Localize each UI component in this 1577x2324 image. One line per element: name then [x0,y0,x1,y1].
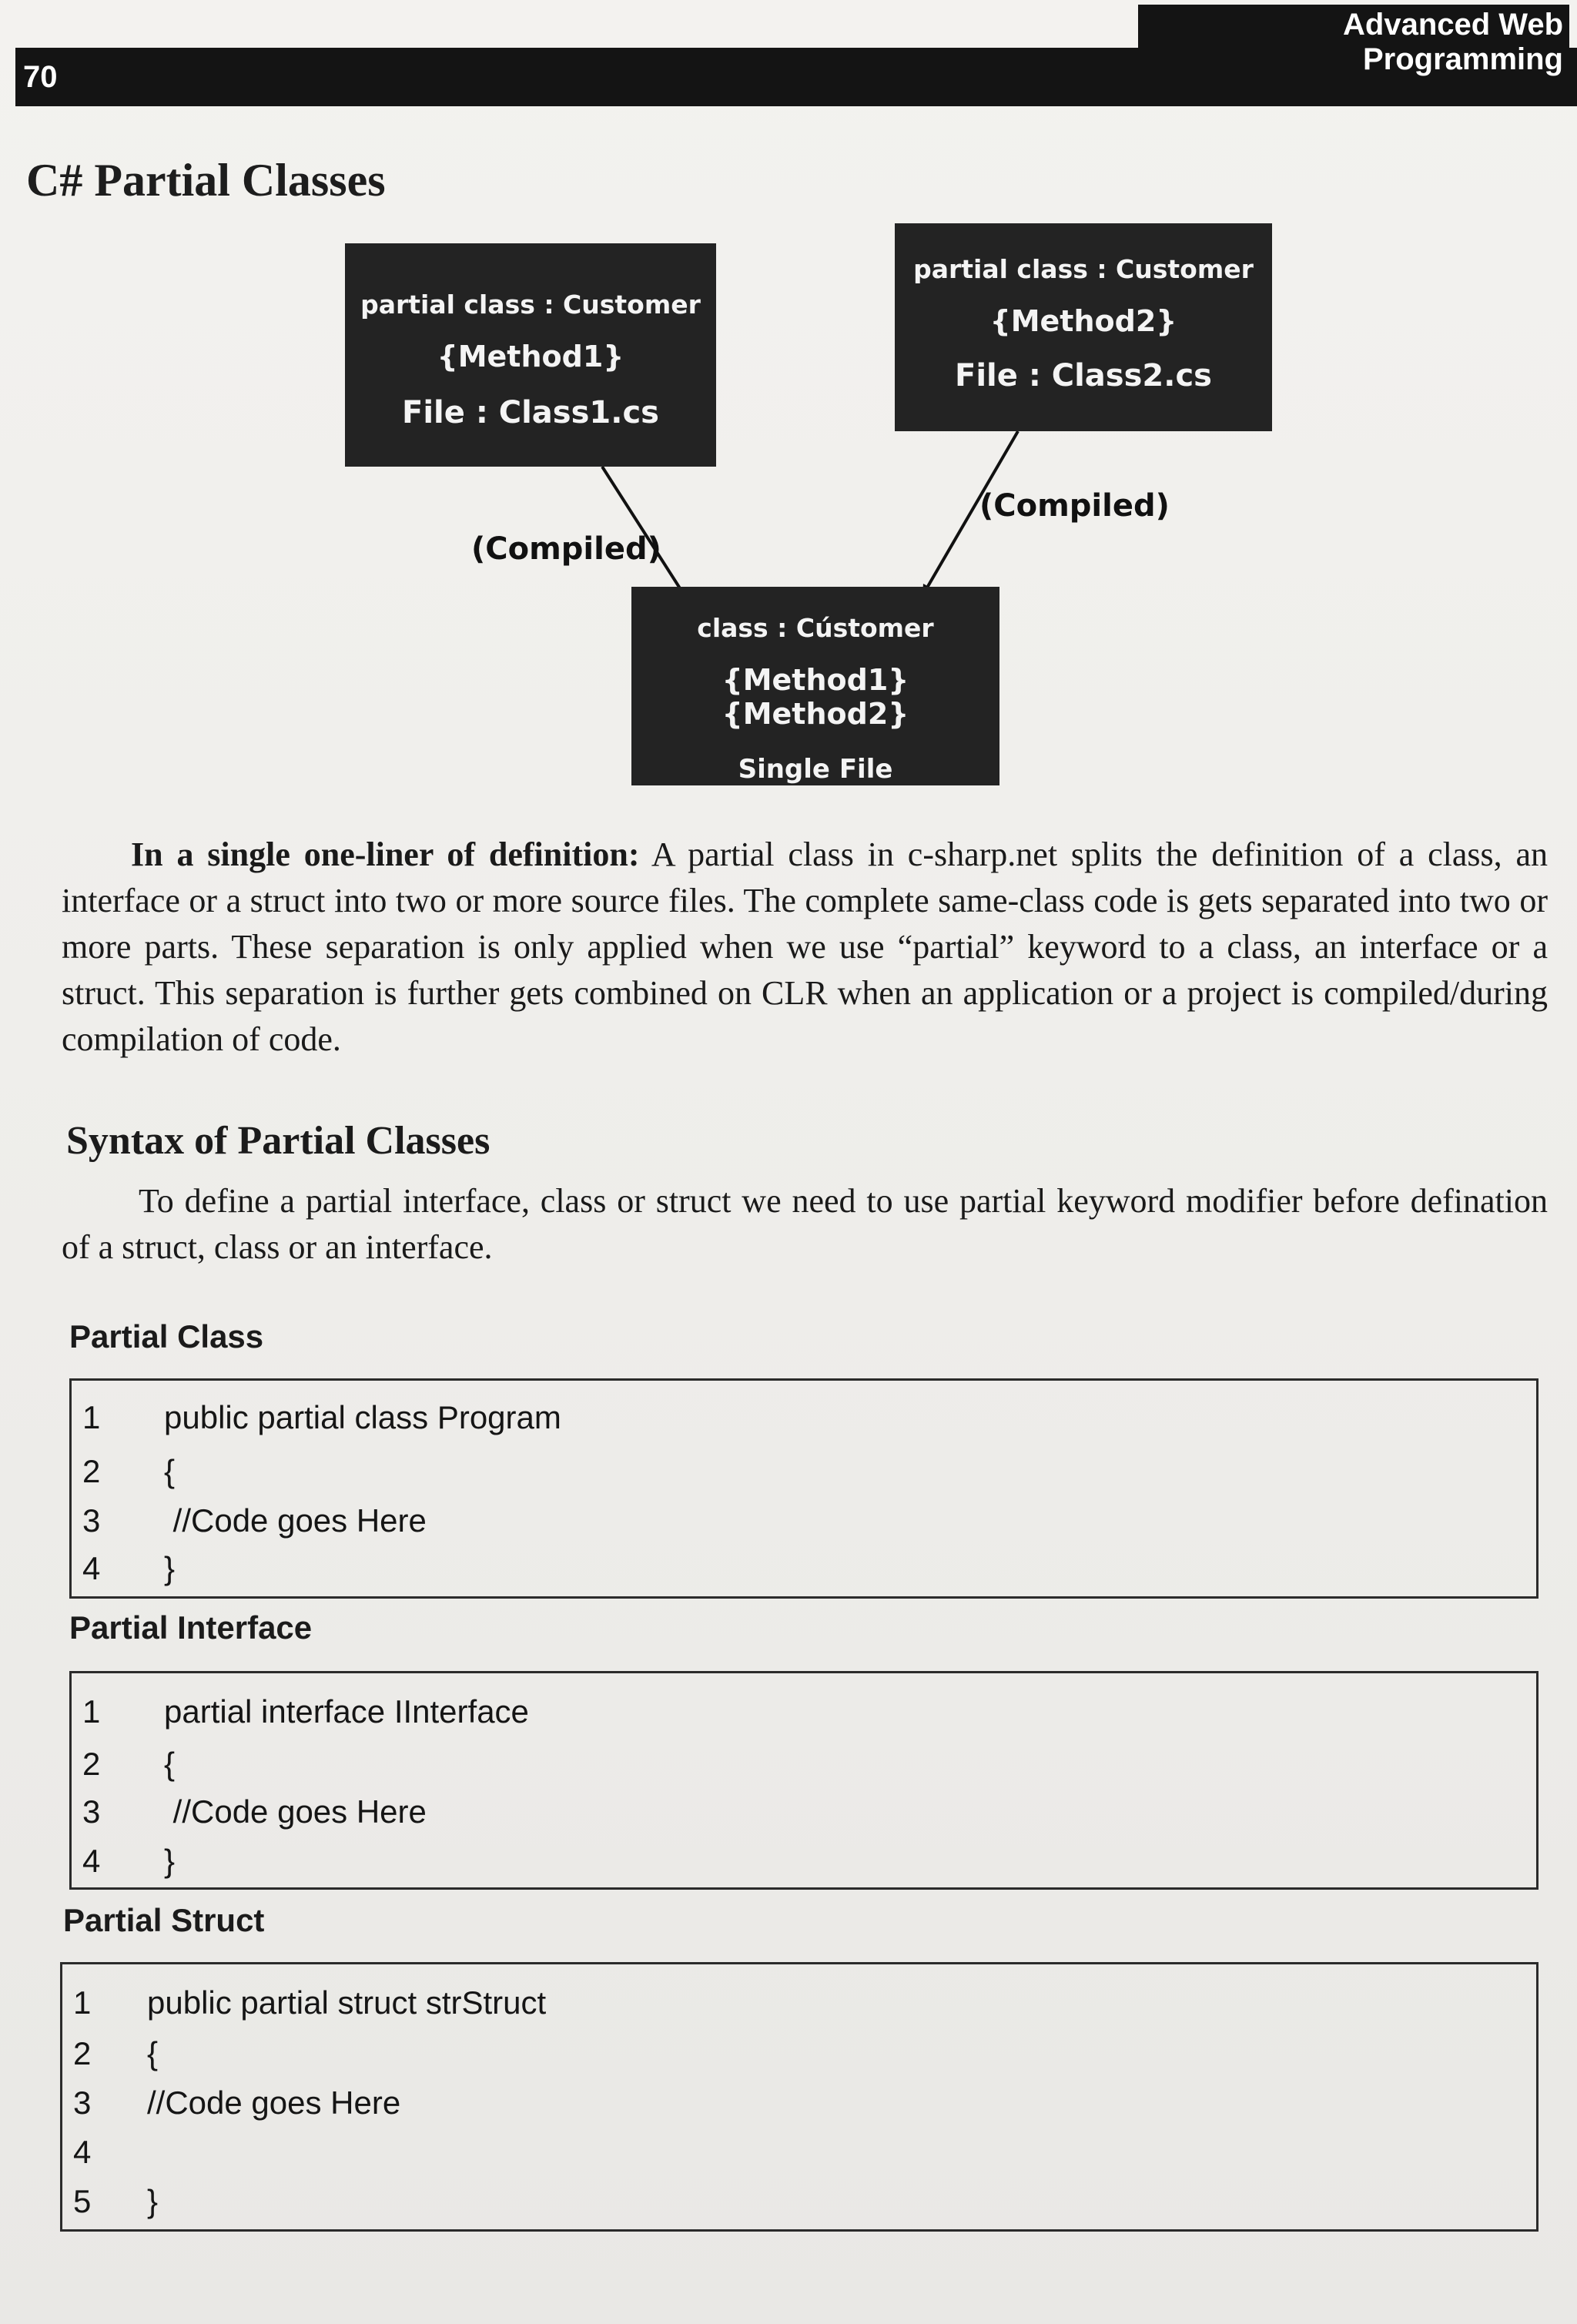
code-text: } [164,1550,176,1586]
partial-interface-code [69,1671,1538,1890]
compiled-label-left: (Compiled) [471,531,661,567]
code-line [72,1689,1536,1735]
combined-class-box [631,587,999,785]
partial-struct-code [60,1962,1538,2232]
line-number: 2 [82,1453,101,1489]
syntax-intro: To define a partial interface, class or struct we need to use partial keyword modifier before defination of a struct, class or an interface. [62,1182,1548,1266]
line-number: 5 [73,2183,92,2219]
definition-text: A partial class in c-sharp.net splits the definition of a class, an interface or a struct into two or more source files. The complete same-class code is gets separated into two or more parts. These separation is only applied when we use “partial” keyword to a class, an interface or a struct. This separation is further gets combined on CLR when an application or a project is compiled/during compilation of code. [62,836,1548,1058]
line-number: 1 [82,1693,101,1730]
page-number: 70 [23,60,58,94]
code-line [62,2031,1536,2077]
combined-methods: {Method1} {Method2} [722,663,909,731]
code-text: //Code goes Here [164,1502,427,1539]
box-2-title: partial class : Customer [913,254,1254,284]
box-2-file: File : Class2.cs [955,358,1212,393]
partial-class-diagram [0,223,1577,809]
code-line [62,2178,1536,2225]
combined-file: Single File [738,754,893,785]
box-1-file: File : Class1.cs [402,395,659,430]
syntax-heading: Syntax of Partial Classes [66,1119,491,1163]
code-line [62,2129,1536,2175]
partial-interface-label: Partial Interface [69,1609,313,1646]
code-line [62,2080,1536,2126]
partial-class-box-2 [895,223,1272,431]
compiled-label-right: (Compiled) [979,488,1170,524]
partial-class-box-1 [345,243,716,467]
line-number: 4 [82,1550,101,1586]
code-text: public partial struct strStruct [147,1984,547,2021]
combined-title: class : Cústomer [697,613,934,643]
definition-paragraph [62,832,1548,1063]
code-line [72,1789,1536,1835]
code-text: { [164,1453,176,1489]
code-line [72,1741,1536,1787]
line-number: 4 [73,2134,92,2170]
code-line [72,1395,1536,1441]
code-text: { [147,2035,159,2071]
code-line [72,1498,1536,1544]
definition-lead: In a single one-liner of definition: [131,836,640,873]
code-line [62,1980,1536,2026]
code-text: //Code goes Here [164,1793,427,1830]
box-1-title: partial class : Customer [360,290,701,320]
partial-class-label: Partial Class [69,1318,264,1355]
code-text: { [164,1746,176,1782]
code-line [72,1448,1536,1495]
line-number: 3 [82,1793,101,1830]
running-title: Advanced Web Programming [1138,5,1569,51]
running-header [0,0,1577,108]
code-text: partial interface IInterface [164,1693,529,1730]
partial-struct-label: Partial Struct [63,1902,265,1938]
line-number: 4 [82,1843,101,1879]
partial-class-code [69,1378,1538,1599]
section-title: C# Partial Classes [26,155,386,206]
line-number: 1 [82,1399,101,1435]
line-number: 3 [73,2085,92,2121]
code-line [72,1838,1536,1884]
line-number: 3 [82,1502,101,1539]
code-text: } [147,2183,159,2219]
line-number: 2 [82,1746,101,1782]
code-line [72,1545,1536,1592]
box-1-method: {Method1} [437,340,624,373]
line-number: 1 [73,1984,92,2021]
header-bar [15,48,1577,106]
code-text: //Code goes Here [147,2085,401,2121]
code-text: } [164,1843,176,1879]
box-2-method: {Method2} [989,304,1177,338]
line-number: 2 [73,2035,92,2071]
code-text: public partial class Program [164,1399,561,1435]
